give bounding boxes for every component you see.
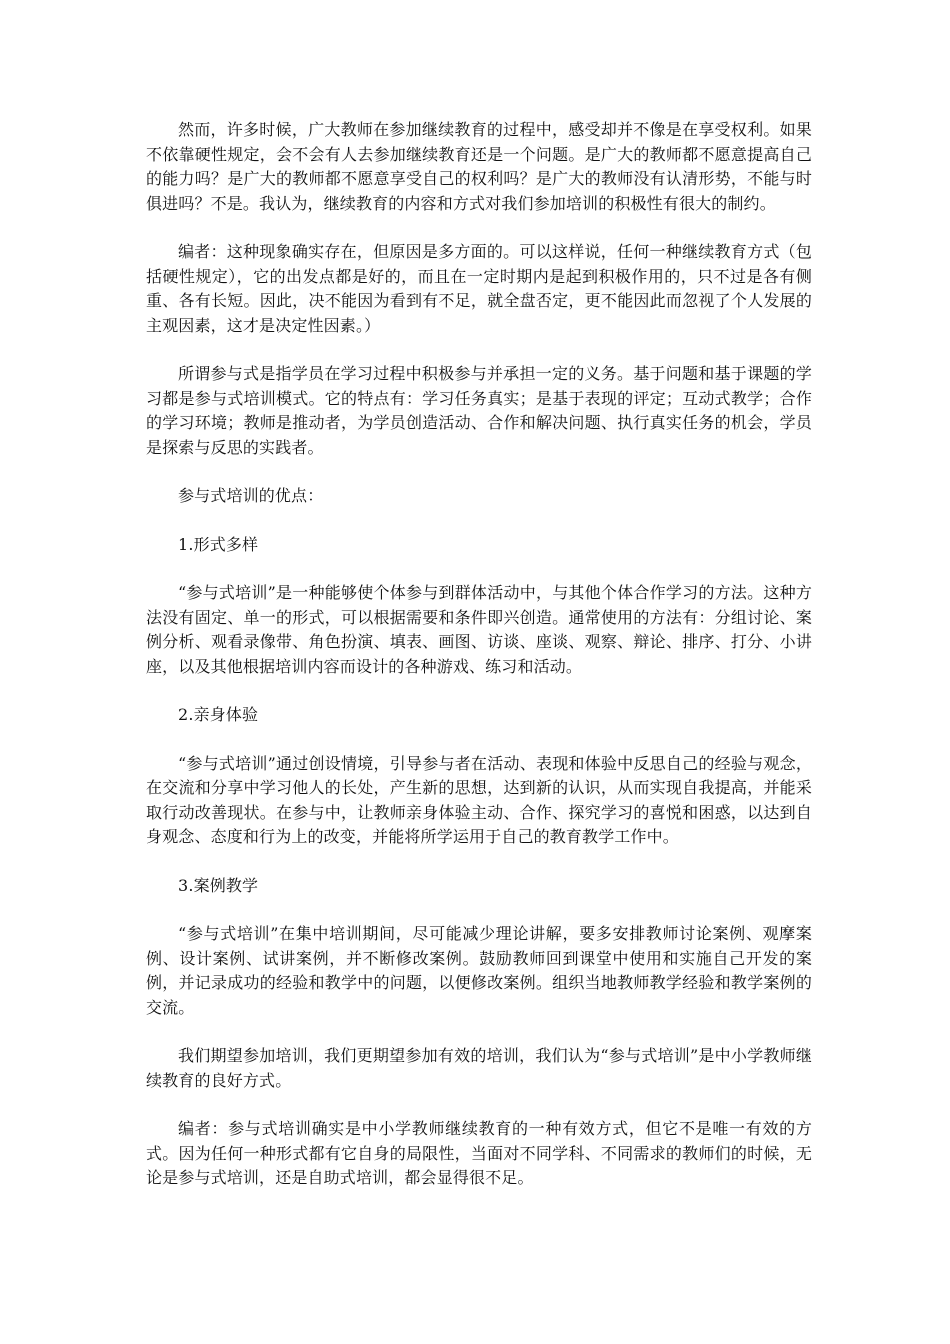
paragraph-case-teaching: “参与式培训”在集中培训期间，尽可能减少理论讲解，要多安排教师讨论案例、观摩案例、设计案例、试讲案例，并不断修改案例。鼓励教师回到课堂中使用和实施自己开发的案例，并记录成功的经验和教学中的问题，以便修改案例。组织当地教师教学经验和教学案例的交流。: [146, 924, 812, 1017]
paragraph-personal-experience: “参与式培训”通过创设情境，引导参与者在活动、表现和体验中反思自己的经验与观念，在交流和分享中学习他人的长处，产生新的思想，达到新的认识，从而实现自我提高，并能采取行动改善现状。在参与中，让教师亲身体验主动、合作、探究学习的喜悦和困惑，以达到自身观念、态度和行为上的改变，并能将所学运用于自己的教育教学工作中。: [146, 753, 812, 846]
subheading-diverse-forms: 1.形式多样: [178, 534, 259, 554]
paragraph-editor-note-2: 编者：参与式培训确实是中小学教师继续教育的一种有效方式，但它不是唯一有效的方式。因为任何一种形式都有它自身的局限性，当面对不同学科、不同需求的教师们的时候，无论是参与式培训，还是自助式培训，都会显得很不足。: [146, 1119, 812, 1187]
document-body: [146, 118, 812, 1215]
section-heading-advantages: 参与式培训的优点：: [178, 486, 324, 505]
paragraph-expectation: 我们期望参加培训，我们更期望参加有效的培训，我们认为“参与式培训”是中小学教师继续教育的良好方式。: [146, 1046, 812, 1090]
paragraph-editor-note-1: 编者：这种现象确实存在，但原因是多方面的。可以这样说，任何一种继续教育方式（包括硬性规定），它的出发点都是好的，而且在一定时期内是起到积极作用的，只不过是各有侧重、各有长短。因此，决不能因为看到有不足，就全盘否定，更不能因此而忽视了个人发展的主观因素，这才是决定性因素。）: [146, 242, 812, 335]
paragraph-participatory-definition: 所谓参与式是指学员在学习过程中积极参与并承担一定的义务。基于问题和基于课题的学习都是参与式培训模式。它的特点有：学习任务真实；是基于表现的评定；互动式教学；合作的学习环境；教师是推动者，为学员创造活动、合作和解决问题、执行真实任务的机会，学员是探索与反思的实践者。: [146, 364, 812, 457]
subheading-case-teaching: 3.案例教学: [178, 875, 259, 895]
subheading-personal-experience: 2.亲身体验: [178, 705, 259, 724]
paragraph-diverse-forms: “参与式培训”是一种能够使个体参与到群体活动中，与其他个体合作学习的方法。这种方法没有固定、单一的形式，可以根据需要和条件即兴创造。通常使用的方法有：分组讨论、案例分析、观看录像带、角色扮演、填表、画图、访谈、座谈、观察、辩论、排序、打分、小讲座，以及其他根据培训内容而设计的各种游戏、练习和活动。: [146, 583, 812, 676]
paragraph-rights-feeling: 然而，许多时候，广大教师在参加继续教育的过程中，感受却并不像是在享受权利。如果不依靠硬性规定，会不会有人去参加继续教育还是一个问题。是广大的教师都不愿意提高自己的能力吗？是广大的教师都不愿意享受自己的权利吗？是广大的教师没有认清形势，不能与时俱进吗？不是。我认为，继续教育的内容和方式对我们参加培训的积极性有很大的制约。: [146, 120, 812, 213]
